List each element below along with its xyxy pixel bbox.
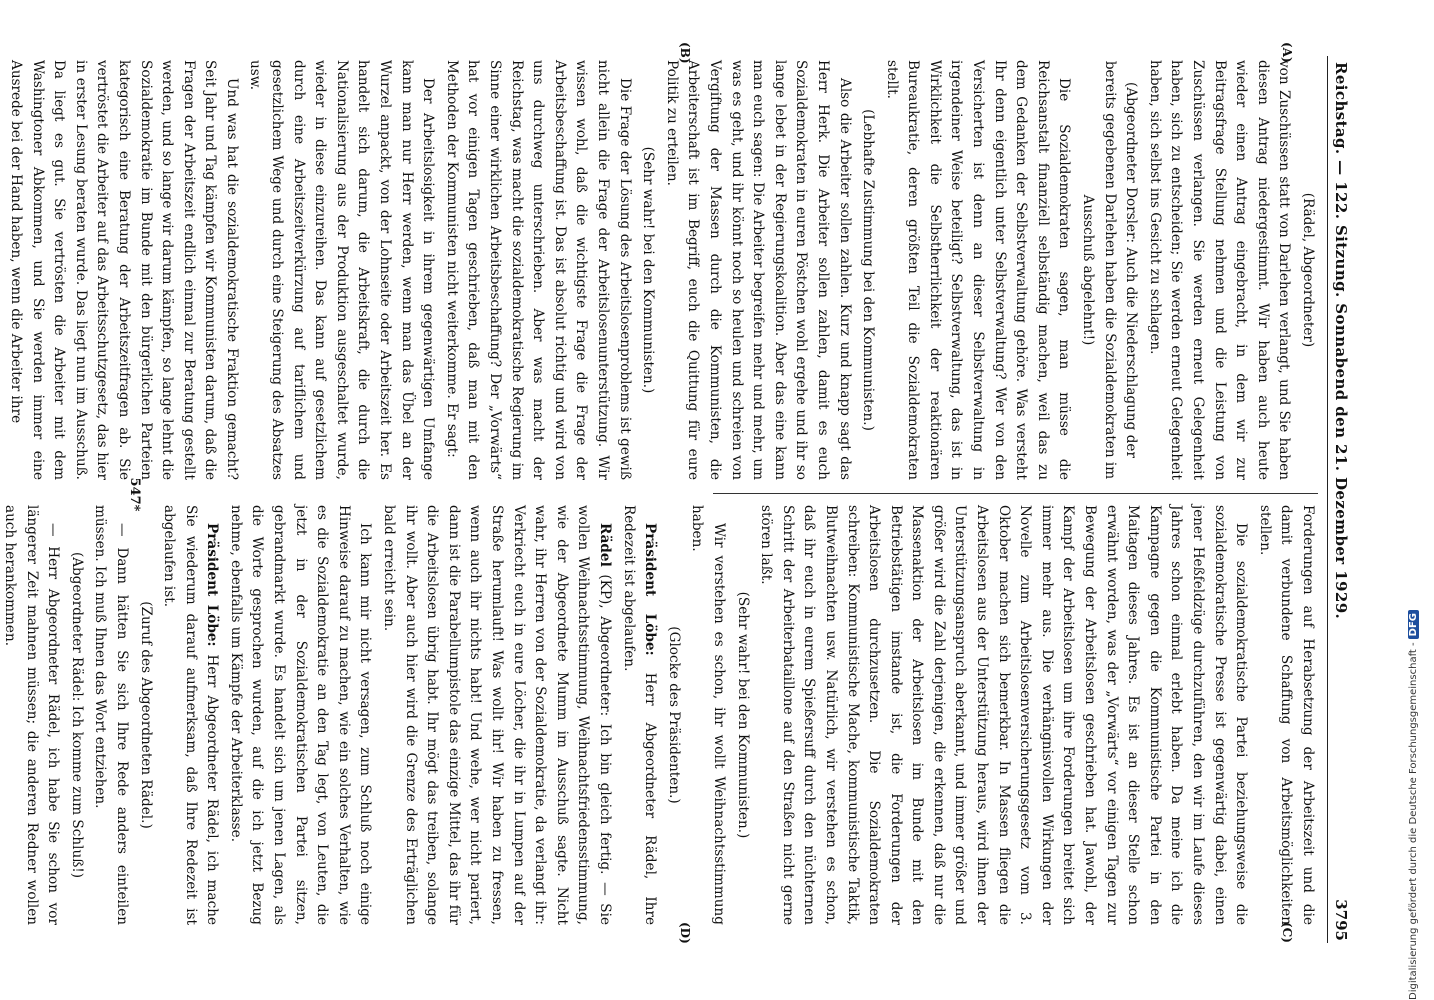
interjection: (Zuruf des Abgeordneten Rädel.) xyxy=(137,601,154,829)
speech-block xyxy=(377,505,615,925)
paragraph: Die Frage der Lösung des Arbeitslosenproblems ist gewiß nicht allein die Frage der Arbeitslosenunterstützung. Wir wissen wohl, daß die wichtigste Frage die Frage der Arbeitsbeschaffung ist. Das ist absolut richtig und wird von uns durchweg unterschrieben. Aber was macht der Reichstag, was macht die sozialdemokratische Regierung im Sinne einer wirklichen Arbeitsbeschaffung? Der „Vorwärts“ hat vor einigen Tagen geschrieben, daß man mit den Methoden der Kommunisten nicht weiterkomme. Er sagt: xyxy=(443,60,633,480)
interjection: (Abgeordneter Rädel: Ich komme zum Schluß!) xyxy=(68,551,85,879)
interjection: (Sehr wahr! bei den Kommunisten.) xyxy=(734,591,751,839)
speech-text: (KP), Abgeordneter: Ich bin gleich fertig. — Sie wollen Weihnachtsstimmung, Weihnachtsfriedensstimmung, wie der Abgeordnete Mumm im Ausschuß sagte. Nicht wahr, ihr Herren von der Sozialdemokratie, da verlangt ihr: Verkriecht euch in eure Löcher, die ihr in Lumpen auf der Straße herumlauft! Was wollt ihr! Wir haben zu fressen, wenn auch ihr nichts habt! Und wehe, wer nicht pariert, dann ist die Parabellumpistole das einzige Mittel, das ihr für die Arbeitslosen übrig habt. Ihr mögt das treiben, solange ihr wollt. Aber auch hier wird die Grenze des Erträglichen bald erreicht sein. xyxy=(381,505,613,925)
page-number: 3795 xyxy=(1332,899,1350,941)
paragraph: Wir verstehen es schon, ihr wollt Weihnachtsstimmung haben. xyxy=(689,505,727,925)
paragraph: Also die Arbeiter sollen zahlen. Kurz und knapp sagt das Herr Herk. Die Arbeiter sollen zahlen, damit es euch Sozialdemokraten in euren Pöstchen wohl ergehe und ihr so lange lebet in der Regierungskoalition. Aber das eine kann man euch sagen: Die Arbeiter begreifen mehr und mehr, um was es geht, und ihr könnt noch so heulen und schreien von Vergiftung der Massen durch die Kommunisten, die Arbeiterschaft ist im Begriff, euch die Quittung für eure Politik zu erteilen. xyxy=(663,60,853,480)
right-column xyxy=(0,505,1318,925)
interjection: (Sehr wahr! bei den Kommunisten.) xyxy=(640,146,657,394)
credit-text: Digitalisierung gefördert durch die Deutsche Forschungsgemeinschaft - xyxy=(1408,642,1419,1000)
interjection: (Lebhafte Zustimmung bei den Kommunisten.) xyxy=(860,109,877,431)
page-header xyxy=(1330,42,1352,947)
interjection: (Abgeordneter Dorsler: Auch die Niederschlagung der bereits gegebenen Darlehen haben die Sozialdemokraten im Ausschuß abgelehnt!) xyxy=(1080,60,1140,480)
paragraph: Und was hat die sozialdemokratische Fraktion gemacht? Seit Jahr und Tag kämpfen wir Kommunisten darum, daß die Fragen der Arbeitszeit endlich einmal zur Beratung gestellt werden, und so lange wir darum kämpfen, so lange lehnt die Sozialdemokratie im Bunde mit den bürgerlichen Parteien kategorisch eine Beratung der Arbeitszeitfragen ab. Sie vertröstet die Arbeiter auf das Arbeitsschutzgesetz, das hier in erster Lesung beraten wurde. Das liegt nun im Ausschuß. Da liegt es gut. Sie vertrösten die Arbeiter mit dem Washingtoner Abkommen, und Sie werden immer eine Ausrede bei der Hand haben, wenn die Arbeiter ihre xyxy=(7,60,240,480)
paragraph: von Zuschüssen statt von Darlehen verlangt, und Sie haben diesen Antrag niedergestimmt. Wir haben auch heute wieder einen Antrag eingebracht, in dem wir zur Beitragsfrage Stellung nehmen und die Leistung von Zuschüssen verlangen. Sie werden erneut Gelegenheit haben, sich zu entscheiden; Sie werden erneut Gelegenheit haben, sich selbst ins Gesicht zu schlagen. xyxy=(1146,60,1293,480)
margin-mark-b: (B) xyxy=(678,42,692,64)
speech-block xyxy=(617,505,660,925)
speech-text: Herr Abgeordneter Rädel, ich mache Sie wiederum darauf aufmerksam, daß Ihre Redezeit ist abgelaufen ist. xyxy=(161,505,221,926)
speaker-name: Rädel xyxy=(597,523,613,567)
paragraph: — Dann hätten Sie sich Ihre Rede anders einteilen müssen. Ich muß Ihnen das Wort entziehen. xyxy=(92,505,130,925)
speaker-name: Präsident Löbe: xyxy=(642,523,659,656)
paragraph: Forderungen auf Herabsetzung der Arbeitszeit und die damit verbundene Schaffung von Arbeitsmöglichkeiten stellen. xyxy=(1256,505,1316,925)
margin-mark-a: (A) xyxy=(1280,42,1294,63)
paragraph: — Herr Abgeordneter Rädel, ich habe Sie schon vor längerer Zeit mahnen müssen; die anderen Redner wollen auch herankommen. xyxy=(1,505,62,925)
rotated-page xyxy=(1,42,1352,947)
speaker-name: Präsident Löbe: xyxy=(204,523,221,647)
column-divider xyxy=(713,493,1318,494)
header-rule xyxy=(1327,56,1328,943)
dfg-logo-icon: DFG xyxy=(1408,610,1419,639)
left-column xyxy=(2,60,1318,480)
paragraph: Die sozialdemokratische Partei beziehungsweise die sozialdemokratische Presse ist gegenwärtig dabei, einen jener Heßfeldzüge durchzuführen, den wir im Laufe dieses Jahres schon einmal erlebt haben. Da meine ich die Kampagne gegen die Kommunistische Partei in den Maitagen dieses Jahres. Es ist an dieser Stelle schon erwähnt worden, was der „Vorwärts“ vor einigen Tagen zur Bewegung der Arbeitslosen geschrieben hat. Jawohl, der Kampf der Arbeitslosen um ihre Forderungen breitet sich immer mehr aus. Die verhängnisvollen Wirkungen der Novelle zum Arbeitslosenversicherungsgesetz vom 3. Oktober machen sich bemerkbar. In Massen fliegen die Arbeitslosen aus der Unterstützung heraus, wird ihnen der Unterstützungsanspruch aberkannt, und immer größer und größer wird die Zahl derjenigen, die erkennen, daß nur die Massenaktion der Arbeitslosen im Bunde mit den Betriebstätigen imstande ist, die Forderungen der Arbeitslosen durchzusetzen. Die Sozialdemokraten schreiben: Kommunistische Mache, kommunistische Taktik, Blutweihnachten usw. Natürlich, wir verstehen es schon, daß ihr euch in eurem Spießersuff durch den nüchternen Schritt der Arbeiterbataillone auf den Straßen nicht gerne stören laßt. xyxy=(758,505,1250,925)
margin-mark-c: (C) xyxy=(1280,922,1294,943)
paragraph: Ich kann mir nicht versagen, zum Schluß noch einige Hinweise darauf zu machen, wie ein solches Verhalten, wie es die Sozialdemokratie an den Tag legt, von Leuten, die jetzt in der Sozialdemokratischen Partei sitzen, gebrandmarkt wurde. Es handelt sich um jenen Lagen, als die Worte gesprochen wurden, auf die ich jetzt Bezug nehme, ebenfalls um Kämpfe der Arbeiterklasse. xyxy=(227,505,374,925)
speech-text: Herr Abgeordneter Rädel, Ihre Redezeit ist abgelaufen. xyxy=(620,505,659,925)
digitization-credit xyxy=(1408,605,1422,1000)
paragraph: Die Sozialdemokraten sagen, man müsse die Reichsanstalt finanziell selbständig machen, weil das zu dem Gedanken der Selbstverwaltung gehöre. Was versteht Ihr denn eigentlich unter Selbstverwaltung? Wer von den Versicherten ist denn an dieser Selbstverwaltung in irgendeiner Weise beteiligt? Selbstverwaltung, das ist in Wirklichkeit die Selbstherrlichkeit der reaktionären Bureaukratie, deren größten Teil die Sozialdemokraten stellt. xyxy=(883,60,1073,480)
speech-block xyxy=(158,505,223,925)
quotation: Der Arbeitslosigkeit in ihrem gegenwärtigen Umfange kann man nur Herr werden, wenn man das Übel an der Wurzel anpackt, von der Lohnseite oder Arbeitszeit her. Es handelt sich darum, die Arbeitskraft, die durch die Nationalisierung aus der Produktion ausgeschaltet wurde, wieder in diese einzureihen. Das kann auf gesetzlichem durch eine Arbeitszeitverkürzung auf tariflichem und gesetzlichem Wege und durch eine Steigerung des Absatzes usw. xyxy=(247,60,437,480)
interjection: (Glocke des Präsidenten.) xyxy=(665,626,682,804)
sheet-mark: 547* xyxy=(127,477,142,512)
speaker-line: (Rädel, Abgeordneter) xyxy=(1300,192,1316,348)
margin-mark-d: (D) xyxy=(678,922,692,944)
page-title: Reichstag. — 122. Sitzung. Sonnabend den 21. Dezember 1929. xyxy=(1332,62,1350,620)
